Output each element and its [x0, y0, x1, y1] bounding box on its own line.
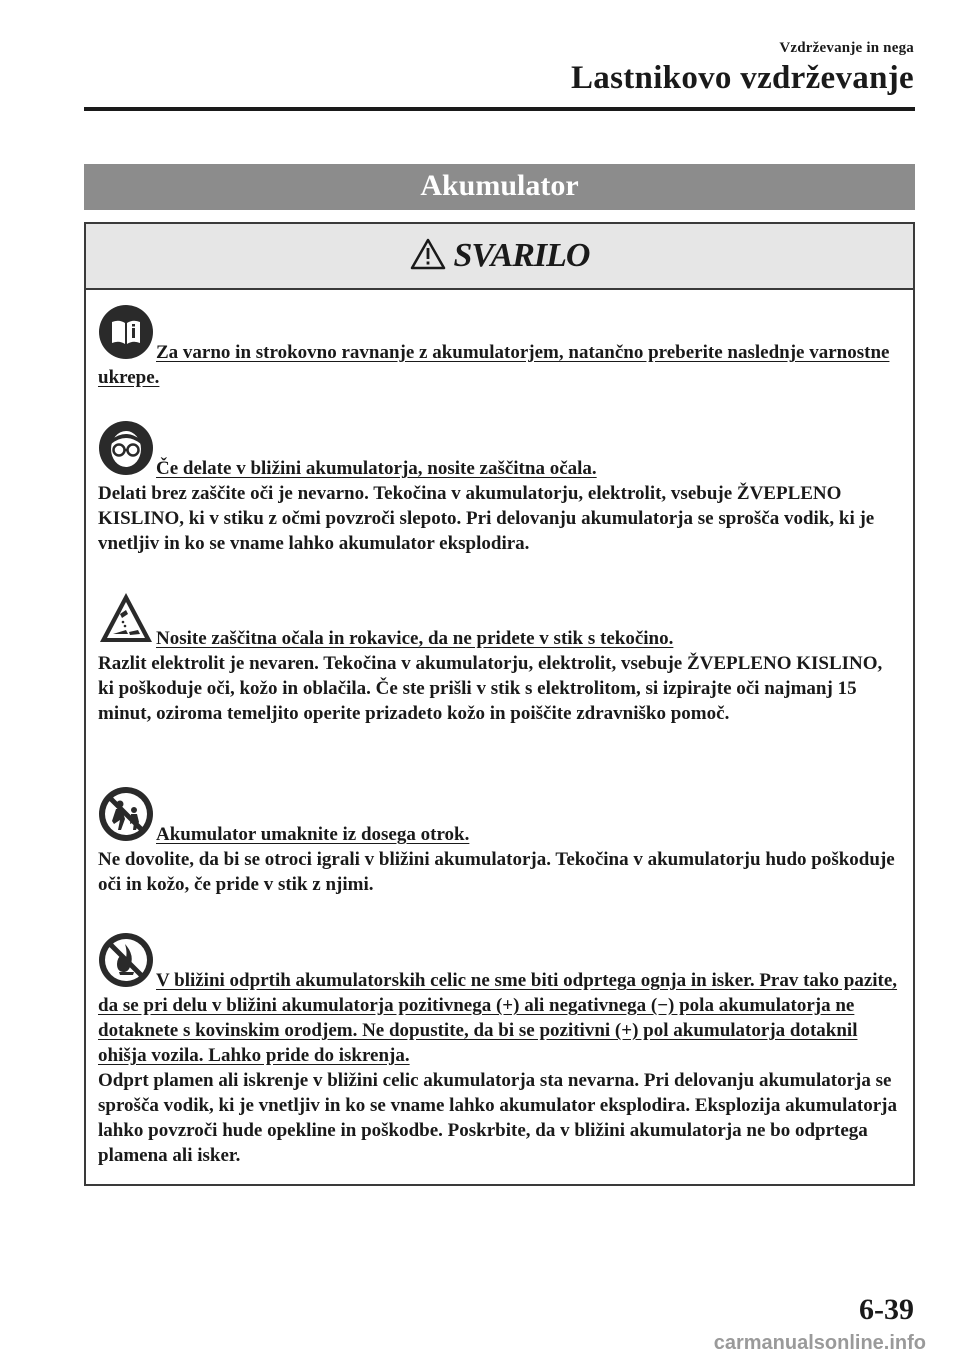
- keep-away-children-icon: [98, 786, 154, 842]
- page-number: 6-39: [859, 1293, 914, 1326]
- manual-book-icon: [98, 304, 154, 360]
- no-open-flame-icon: [98, 932, 154, 988]
- warning-item: [98, 932, 898, 1168]
- warning-item-body: Odprt plamen ali iskrenje v bližini celic akumulatorja sta nevarna. Pri delovanju akumulatorja se sprošča vodik, ki je vnetljiv in ko se vname lahko akumulator eksplodira. Eksplozija akumulatorja lahko povzroči hude opekline in poškodbe. Poskrbite, da v bližini akumulatorja ne bo odprtega plamena ali isker.: [98, 1070, 897, 1166]
- safety-goggles-icon: [98, 420, 154, 476]
- header-rule: [84, 107, 915, 111]
- footer-watermark: carmanualsonline.info: [713, 1332, 926, 1354]
- warning-box: [84, 222, 915, 1186]
- header-section-label: Vzdrževanje in nega: [779, 40, 914, 56]
- header-chapter-title: Lastnikovo vzdrževanje: [571, 60, 914, 96]
- warning-item-body: Delati brez zaščite oči je nevarno. Tekočina v akumulatorju, elektrolit, vsebuje ŽVEPLENO KISLINO, ki v stiku z očmi povzroči slepoto. Pri delovanju akumulatorja se sprošča vodik, ki je vnetljiv in ko se vname lahko akumulator eksplodira.: [98, 483, 875, 554]
- warning-item-body: Ne dovolite, da bi se otroci igrali v bližini akumulatorja. Tekočina v akumulatorju hudo poškoduje oči in kožo, če pride v stik z njimi.: [98, 849, 895, 895]
- warning-triangle-icon: [410, 238, 446, 275]
- warning-item: [98, 786, 898, 897]
- warning-title: SVARILO: [453, 237, 590, 274]
- section-title-bar: Akumulator: [84, 164, 915, 210]
- warning-item-lead: Akumulator umaknite iz dosega otrok.: [156, 824, 470, 845]
- warning-item-lead: Za varno in strokovno ravnanje z akumulatorjem, natančno preberite naslednje varnostne ukrepe.: [98, 342, 890, 388]
- corrosive-hazard-icon: [98, 590, 154, 646]
- warning-item-lead: V bližini odprtih akumulatorskih celic ne sme biti odprtega ognja in isker. Prav tako pazite, da se pri delu v bližini akumulatorja pozitivnega (+) ali negativnega (−) pola akumulatorja ne dotaknete s kovinskim orodjem. Ne dopustite, da bi se pozitivni (+) pol akumulatorja dotaknil ohišja vozila. Lahko pride do iskrenja.: [98, 970, 898, 1066]
- warning-item: [98, 420, 898, 556]
- warning-item-body: Razlit elektrolit je nevaren. Tekočina v akumulatorju, elektrolit, vsebuje ŽVEPLENO KISLINO, ki poškoduje oči, kožo in oblačila. Če ste prišli v stik s elektrolitom, si izpirajte oči najmanj 15 minut, oziroma temeljito operite prizadeto kožo in poiščite zdravniško pomoč.: [98, 653, 883, 724]
- warning-item-lead: Če delate v bližini akumulatorja, nosite zaščitna očala.: [156, 458, 597, 479]
- warning-item: [98, 590, 898, 726]
- warning-item-lead: Nosite zaščitna očala in rokavice, da ne pridete v stik s tekočino.: [156, 628, 674, 649]
- warning-header: [86, 224, 913, 290]
- warning-item: [98, 304, 898, 390]
